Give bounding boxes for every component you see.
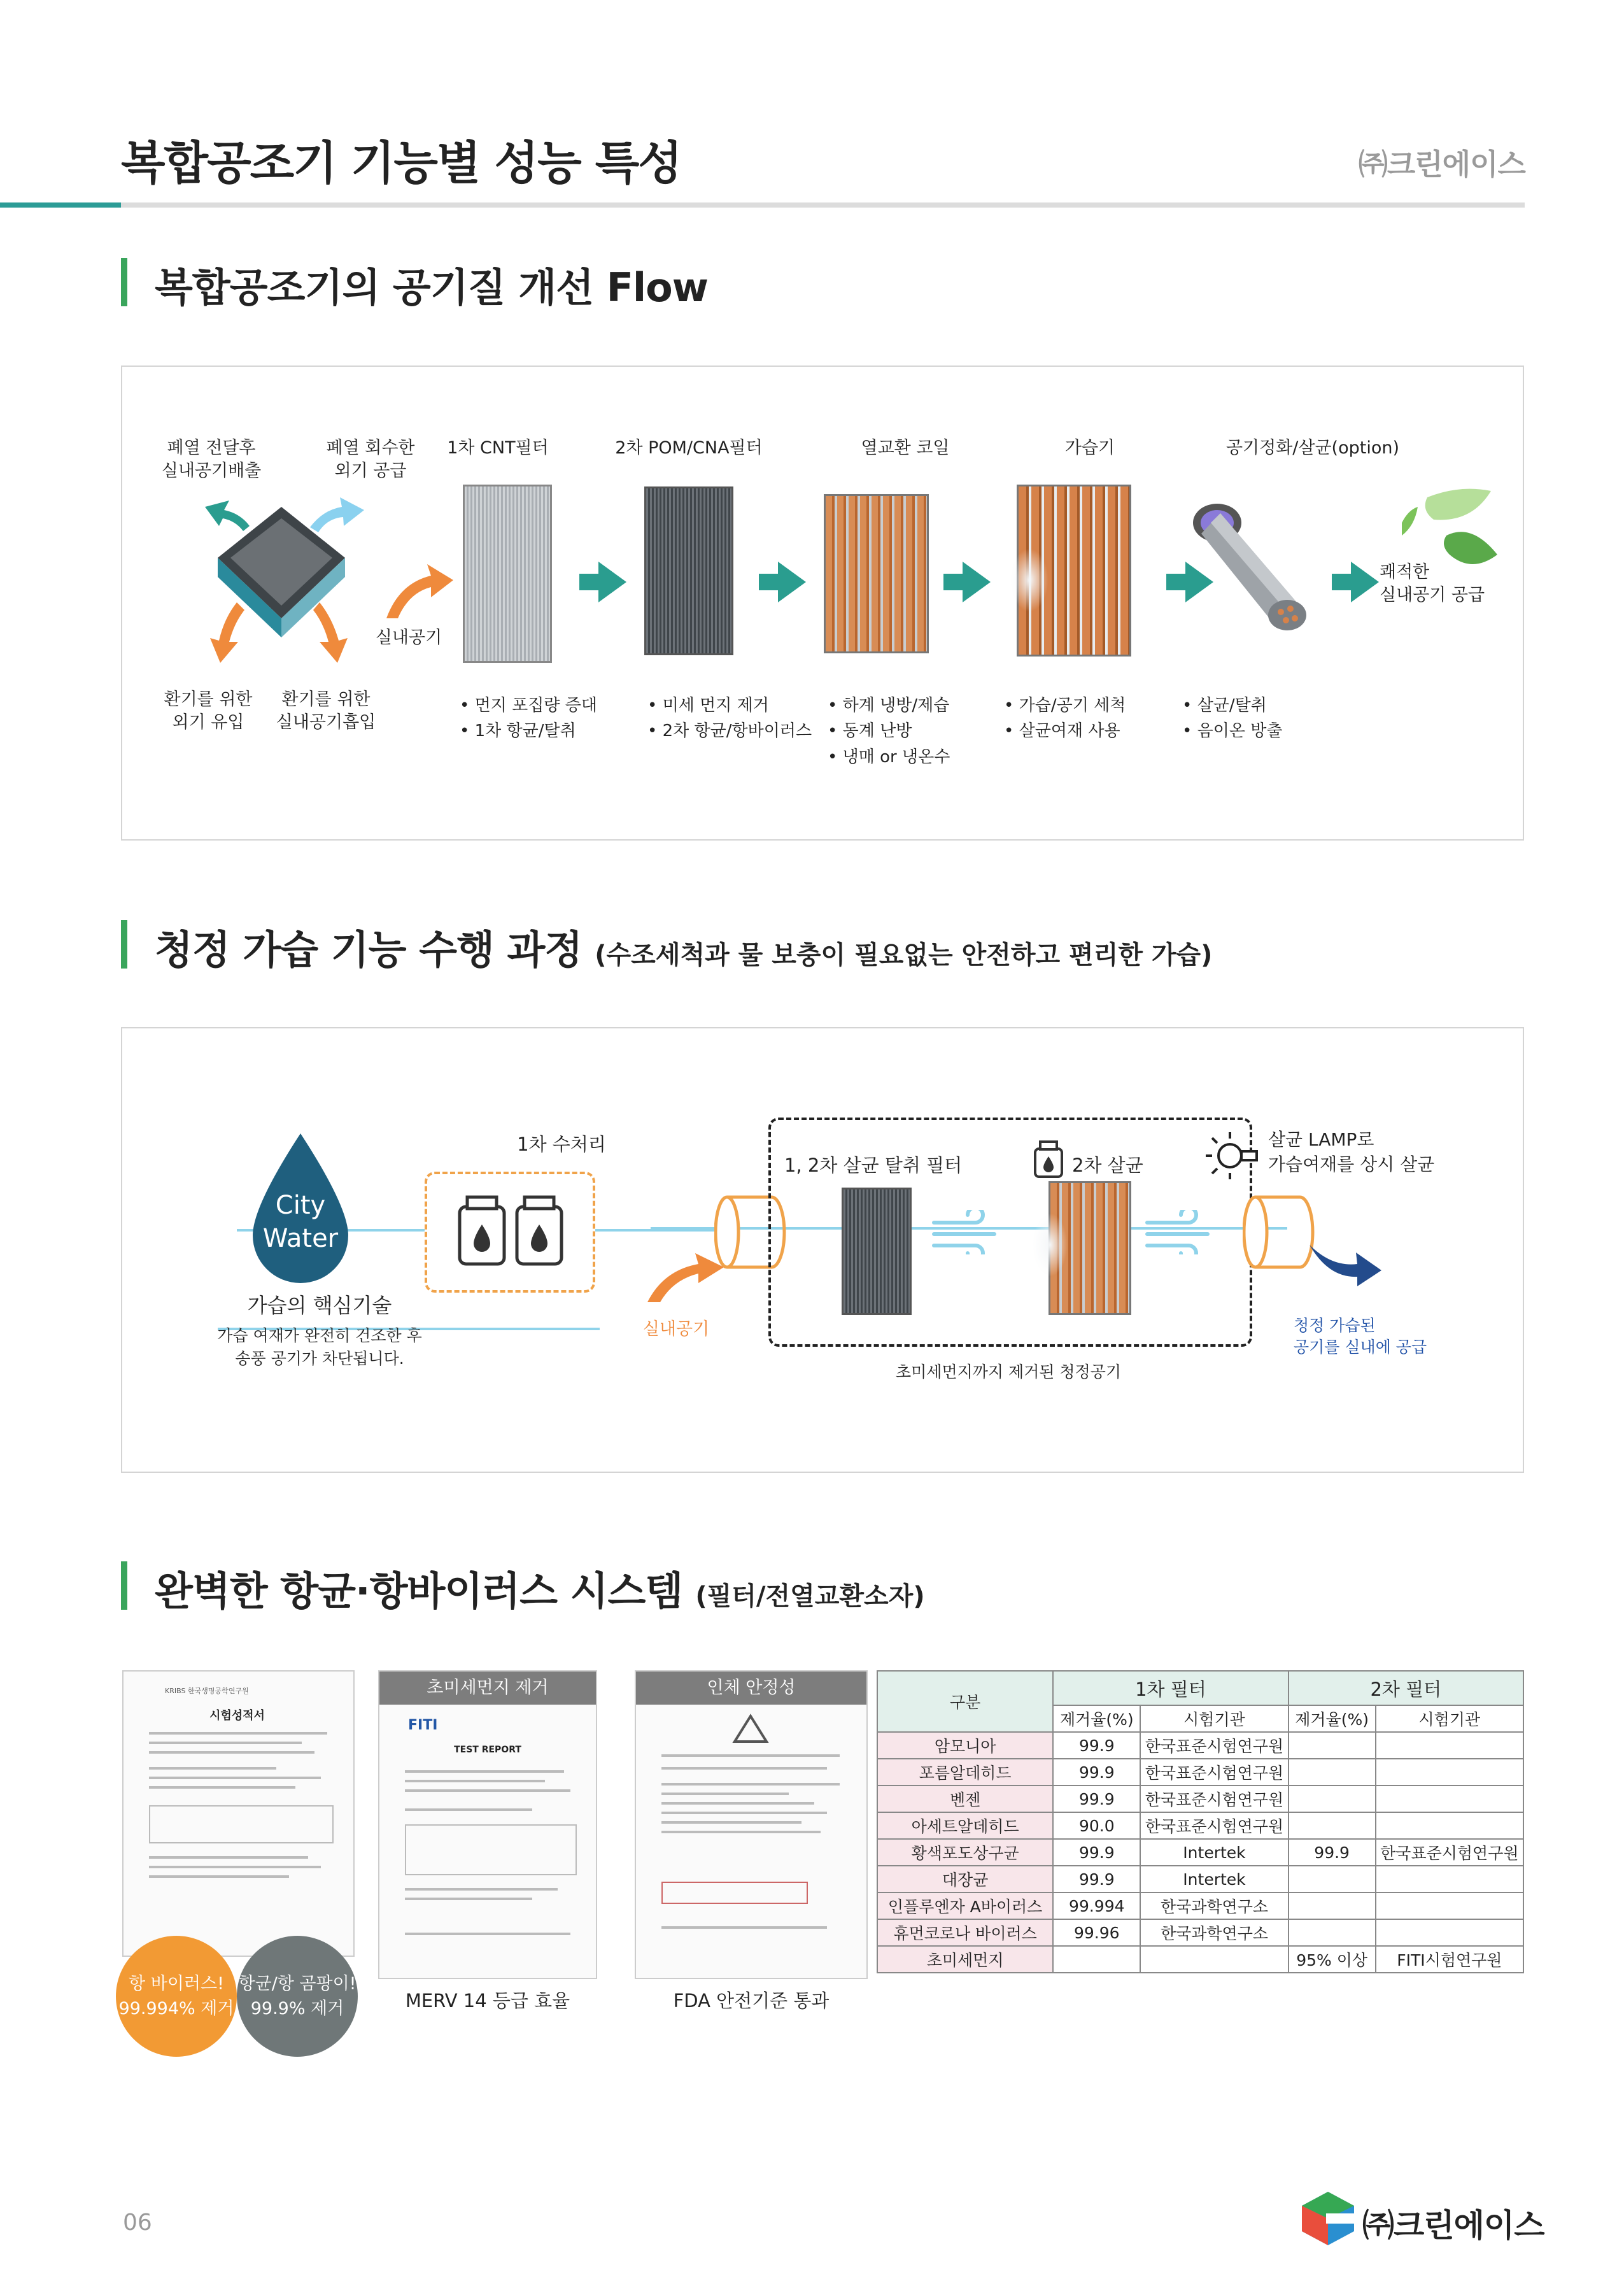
table-cell: Intertek <box>1140 1839 1288 1866</box>
first-treatment-label: 1차 수처리 <box>517 1133 606 1155</box>
subheader: 제거율(%) <box>1053 1705 1140 1732</box>
brand-name-footer: ㈜크린에이스 <box>1362 2207 1544 2244</box>
stage1-bullet: • 먼지 포집량 증대 <box>460 696 597 715</box>
stage4-bullet: • 가습/공기 세척 <box>1004 696 1126 715</box>
doc3-caption: FDA 안전기준 통과 <box>673 1990 830 2012</box>
indoor-air-arrow-icon <box>380 558 456 621</box>
performance-table <box>877 1670 1524 1973</box>
stage3-bullets <box>828 693 950 770</box>
section-marker <box>121 1561 127 1610</box>
table-cell <box>1289 1919 1376 1946</box>
subheader: 시험기관 <box>1140 1705 1288 1732</box>
section2-heading <box>155 918 1212 975</box>
stage3-bullet: • 하계 냉방/제습 <box>828 696 950 715</box>
table-cell <box>1376 1732 1523 1759</box>
table-cell: 99.994 <box>1053 1892 1140 1919</box>
label-exhaust: 폐열 전달후 실내공기배출 <box>161 438 262 481</box>
certificate-doc-2 <box>378 1670 597 1979</box>
stage2-bullet: • 2차 항균/항바이러스 <box>647 721 812 741</box>
flow-arrow-icon <box>759 562 806 602</box>
section2-subtitle: (수조세척과 물 보충이 필요없는 안전하고 편리한 가습) <box>595 941 1213 970</box>
row-label: 벤젠 <box>877 1786 1053 1812</box>
table-row <box>877 1812 1523 1839</box>
table-row <box>877 1732 1523 1759</box>
uv-lamp-icon <box>1204 1127 1262 1184</box>
table-cell <box>1140 1946 1288 1973</box>
city-water-label: City Water <box>262 1191 339 1253</box>
stage1-bullet: • 1차 항균/탈취 <box>460 721 576 741</box>
table-row <box>877 1786 1523 1812</box>
mist-icon <box>1033 1213 1068 1277</box>
stage4-bullet: • 살균여재 사용 <box>1004 721 1120 741</box>
row-label: 휴먼코로나 바이러스 <box>877 1919 1053 1946</box>
supply-arrow-icon <box>1306 1239 1383 1289</box>
doc1-title: 시험성적서 <box>209 1709 265 1722</box>
indoor-air-arrow-icon <box>644 1248 727 1305</box>
sterile-filter-image <box>842 1188 912 1315</box>
stage1-bullets <box>460 693 597 744</box>
indoor-air-label: 실내공기 <box>642 1319 710 1339</box>
brand-name-top: ㈜크린에이스 <box>1358 147 1525 181</box>
label-indoor-air: 실내공기 <box>375 628 442 648</box>
table-cell: 99.96 <box>1053 1919 1140 1946</box>
stage3-name: 열교환 코일 <box>861 438 950 458</box>
label-supply: 폐열 회수한 외기 공급 <box>326 438 415 481</box>
airflow-icon <box>931 1210 1007 1254</box>
flow-arrow-icon <box>579 562 626 602</box>
heat-coil-image <box>824 494 929 653</box>
result-label: 쾌적한 실내공기 공급 <box>1380 562 1485 606</box>
table-cell <box>1376 1786 1523 1812</box>
antivirus-badge-line1: 항 바이러스! <box>129 1973 224 1994</box>
row-label: 초미세먼지 <box>877 1946 1053 1973</box>
table-row <box>877 1839 1523 1866</box>
stage2-bullets <box>647 693 812 744</box>
stage1-name: 1차 CNT필터 <box>447 438 549 458</box>
table-cell: 90.0 <box>1053 1812 1140 1839</box>
table-cell <box>1289 1812 1376 1839</box>
table-cell <box>1376 1919 1523 1946</box>
flow-panel <box>121 366 1524 841</box>
stage2-bullet: • 미세 먼지 제거 <box>647 696 769 715</box>
flow-arrow-icon <box>1332 562 1379 602</box>
table-cell: 99.9 <box>1053 1866 1140 1892</box>
clean-air-label: 초미세먼지까지 제거된 청정공기 <box>896 1363 1121 1381</box>
row-label: 암모니아 <box>877 1732 1053 1759</box>
antibacterial-badge <box>237 1936 358 2057</box>
table-cell: 99.9 <box>1053 1839 1140 1866</box>
core-tech-desc: 가습 여재가 완전히 건조한 후 송풍 공기가 차단됩니다. <box>217 1326 422 1368</box>
table-row <box>877 1866 1523 1892</box>
stage3-bullet: • 동계 난방 <box>828 721 912 741</box>
table-cell <box>1376 1812 1523 1839</box>
header-filter1: 1차 필터 <box>1053 1671 1288 1705</box>
row-label: 황색포도상구균 <box>877 1839 1053 1866</box>
pom-filter-image <box>644 486 733 655</box>
mist-icon <box>1010 548 1049 612</box>
table-cell: 99.9 <box>1053 1732 1140 1759</box>
table-cell <box>1289 1732 1376 1759</box>
antivirus-badge <box>116 1936 237 2057</box>
stage4-name: 가습기 <box>1064 438 1115 458</box>
cnt-filter-image <box>463 485 552 663</box>
doc1-header: KRIBS 한국생명공학연구원 <box>165 1687 249 1695</box>
row-label: 대장균 <box>877 1866 1053 1892</box>
table-row <box>877 1946 1523 1973</box>
second-sterile-label: 2차 살균 <box>1072 1154 1143 1176</box>
header-filter2: 2차 필터 <box>1289 1671 1523 1705</box>
table-cell: 95% 이상 <box>1289 1946 1376 1973</box>
doc2-caption: MERV 14 등급 효율 <box>405 1990 570 2012</box>
row-label: 아세트알데히드 <box>877 1812 1053 1839</box>
table-body <box>877 1732 1523 1973</box>
table-cell <box>1053 1946 1140 1973</box>
table-cell: 한국표준시험연구원 <box>1140 1732 1288 1759</box>
humidification-panel <box>121 1027 1524 1473</box>
table-cell: 한국과학연구소 <box>1140 1892 1288 1919</box>
subheader: 시험기관 <box>1376 1705 1523 1732</box>
table-cell <box>1289 1866 1376 1892</box>
table-row <box>877 1759 1523 1786</box>
table-cell <box>1376 1892 1523 1919</box>
table-cell: 한국표준시험연구원 <box>1140 1759 1288 1786</box>
row-label: 인플루엔자 A바이러스 <box>877 1892 1053 1919</box>
certificate-doc-3 <box>635 1670 868 1979</box>
table-cell <box>1376 1866 1523 1892</box>
doc2-tab: 초미세먼지 제거 <box>379 1672 596 1705</box>
heat-exchanger-icon <box>180 481 396 685</box>
section3-subtitle: (필터/전열교환소자) <box>695 1582 925 1611</box>
core-tech-title: 가습의 핵심기술 <box>247 1293 392 1317</box>
stage4-bullets <box>1004 693 1126 744</box>
header-divider <box>0 202 1525 208</box>
airflow-icon <box>1144 1210 1220 1254</box>
label-indoor-intake: 환기를 위한 실내공기흡입 <box>276 690 376 733</box>
antivirus-badge-line2: 99.994% 제거 <box>118 1999 234 2019</box>
stage5-bullet: • 음이온 방출 <box>1182 721 1283 741</box>
doc2-logo: FITI <box>408 1717 438 1733</box>
supply-label: 청정 가습된 공기를 실내에 공급 <box>1294 1316 1427 1356</box>
header-category: 구분 <box>877 1671 1053 1732</box>
table-cell <box>1289 1759 1376 1786</box>
table-row <box>877 1919 1523 1946</box>
table-cell <box>1289 1892 1376 1919</box>
company-logo-icon <box>1301 2190 1355 2247</box>
page-title: 복합공조기 기능별 성능 특성 <box>121 136 681 190</box>
stage5-name: 공기정화/살균(option) <box>1225 438 1400 458</box>
filter-label: 1, 2차 살균 탈취 필터 <box>784 1154 963 1176</box>
table-header-row <box>877 1671 1523 1705</box>
antibacterial-badge-line1: 항균/항 곰팡이! <box>238 1973 357 1994</box>
stage2-name: 2차 POM/CNA필터 <box>615 438 763 458</box>
sterilizer-lamp-icon <box>1185 494 1325 653</box>
section3-title: 완벽한 항균·항바이러스 시스템 <box>155 1568 683 1614</box>
leaf-icon <box>1389 485 1497 574</box>
table-cell: 99.9 <box>1289 1839 1376 1866</box>
table-cell: 한국표준시험연구원 <box>1376 1839 1523 1866</box>
row-label: 포름알데히드 <box>877 1759 1053 1786</box>
doc3-tab: 인체 안정성 <box>636 1672 866 1705</box>
stage5-bullet: • 살균/탈취 <box>1182 696 1267 715</box>
sterile-bottle-icon <box>1033 1140 1064 1178</box>
table-cell <box>1376 1759 1523 1786</box>
section1-title: 복합공조기의 공기질 개선 Flow <box>155 264 709 311</box>
label-outdoor-intake: 환기를 위한 외기 유입 <box>164 690 253 733</box>
table-row <box>877 1892 1523 1919</box>
page-number: 06 <box>123 2210 152 2236</box>
table-cell: FITI시험연구원 <box>1376 1946 1523 1973</box>
table-cell: 한국과학연구소 <box>1140 1919 1288 1946</box>
table-cell: 한국표준시험연구원 <box>1140 1786 1288 1812</box>
table-cell: 99.9 <box>1053 1759 1140 1786</box>
certificate-doc-1 <box>122 1670 355 1957</box>
stage3-bullet: • 냉매 or 냉온수 <box>828 747 950 767</box>
table-cell: 한국표준시험연구원 <box>1140 1812 1288 1839</box>
section-marker <box>121 920 127 969</box>
subheader: 제거율(%) <box>1289 1705 1376 1732</box>
section2-title: 청정 가습 기능 수행 과정 <box>155 927 583 973</box>
section-marker <box>121 258 127 306</box>
antibacterial-badge-line2: 99.9% 제거 <box>250 1999 344 2019</box>
section3-heading <box>155 1559 925 1616</box>
table-cell: 99.9 <box>1053 1786 1140 1812</box>
flow-arrow-icon <box>943 562 991 602</box>
stage5-bullets <box>1182 693 1282 744</box>
table-cell <box>1289 1786 1376 1812</box>
header-divider-accent <box>0 202 121 208</box>
water-treatment-bottles-icon <box>453 1194 568 1270</box>
doc2-report-title: TEST REPORT <box>454 1745 521 1755</box>
lab-logo-icon <box>731 1713 770 1745</box>
table-cell: Intertek <box>1140 1866 1288 1892</box>
lamp-label: 살균 LAMP로 가습여재를 상시 살균 <box>1268 1129 1435 1175</box>
